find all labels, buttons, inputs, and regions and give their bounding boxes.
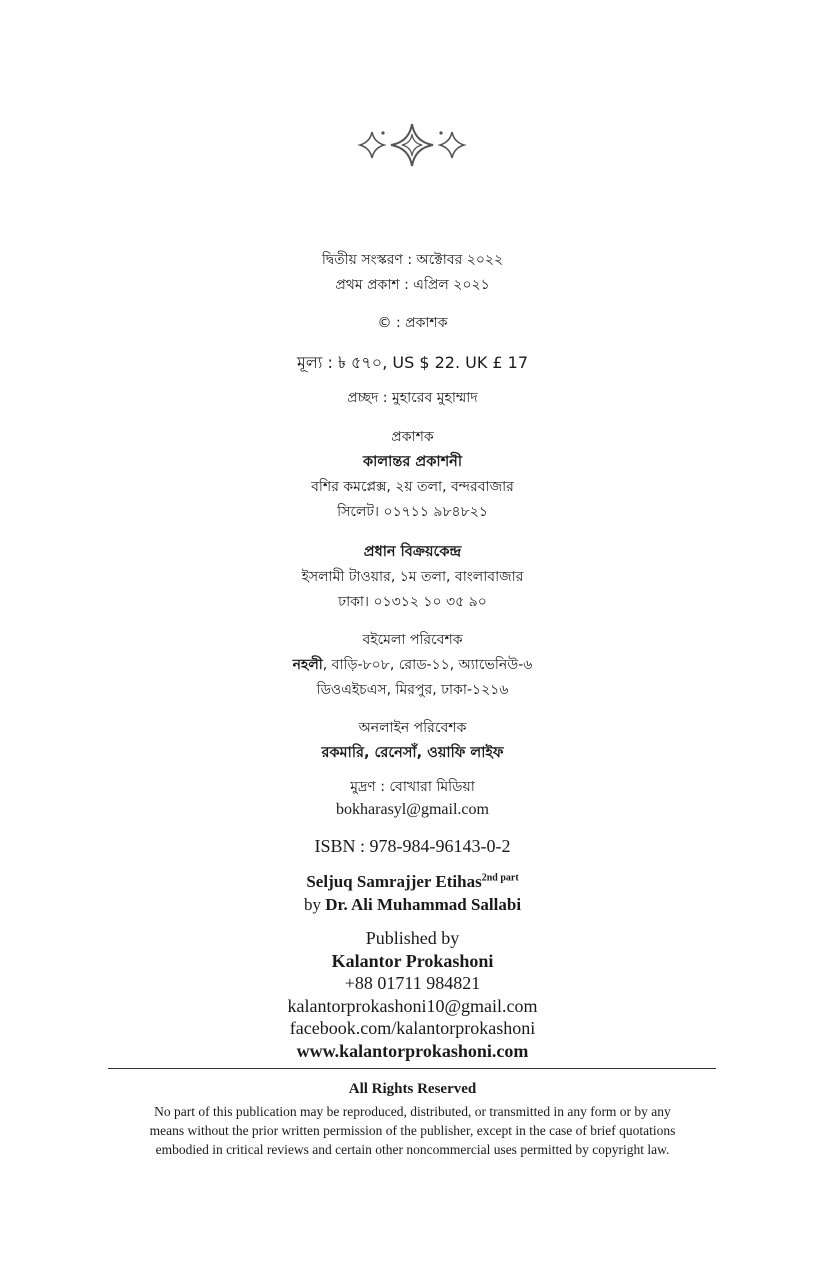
printing-block — [0, 776, 825, 822]
edition-info — [0, 248, 825, 298]
published-by-label: Published by — [365, 928, 460, 948]
book-info — [0, 870, 825, 916]
first-edition: প্রথম প্রকাশ : এপ্রিল ২০২১ — [335, 277, 490, 293]
published-facebook: facebook.com/kalantorprokashoni — [289, 1018, 536, 1038]
isbn-line: ISBN : 978-984-96143-0-2 — [314, 836, 511, 856]
rights-text-line-1: No part of this publication may be reproduced, distributed, or transmitted in any form or by any — [154, 1104, 671, 1119]
online-distributor-names: রকমারি, রেনেসাঁ, ওয়াফি লাইফ — [321, 745, 504, 761]
publisher-address: বশির কমপ্লেক্স, ২য় তলা, বন্দরবাজার — [311, 479, 514, 495]
fair-distributor-heading: বইমেলা পরিবেশক — [362, 632, 463, 648]
fair-distributor-block — [0, 628, 825, 703]
fair-distributor-area: ডিওএইচএস, মিরপুর, ঢাকা-১২১৬ — [316, 682, 509, 698]
published-website: www.kalantorprokashoni.com — [296, 1040, 529, 1061]
rights-text-line-2: means without the prior written permission of the publisher, except in the case of brief quotations — [149, 1123, 676, 1138]
publisher-heading: প্রকাশক — [391, 429, 434, 445]
publisher-name: কালান্তর প্রকাশনী — [363, 454, 462, 470]
printing-email: bokharasyl@gmail.com — [336, 801, 489, 818]
book-part: 2nd part — [481, 872, 519, 884]
publisher-bn-block — [0, 425, 825, 525]
rights-block — [100, 1079, 725, 1159]
fair-distributor-name: নহলী — [292, 657, 323, 673]
sales-center-block — [0, 540, 825, 615]
rights-heading: All Rights Reserved — [348, 1081, 477, 1097]
sales-center-heading: প্রধান বিক্রয়কেন্দ্র — [363, 544, 462, 560]
fair-distributor-address: , বাড়ি-৮০৮, রোড-১১, অ্যাভেনিউ-৬ — [322, 657, 533, 673]
published-by-block — [0, 927, 825, 1062]
price-line: মূল্য : ৳ ৫৭০, US $ 22. UK £ 17 — [296, 353, 529, 372]
cover-design-credit: প্রচ্ছদ : মুহারেব মুহাম্মাদ — [347, 390, 478, 406]
copyright-line: © : প্রকাশক — [377, 315, 448, 331]
book-title-line — [0, 870, 825, 893]
second-edition: দ্বিতীয় সংস্করণ : অক্টোবর ২০২২ — [321, 252, 504, 268]
online-distributor-heading: অনলাইন পরিবেশক — [358, 720, 467, 736]
online-distributor-block — [0, 716, 825, 766]
sales-center-address: ইসলামী টাওয়ার, ১ম তলা, বাংলাবাজার — [301, 569, 524, 585]
book-author-line — [0, 893, 825, 916]
divider-line — [108, 1068, 716, 1069]
publisher-city-phone: সিলেট। ০১৭১১ ৯৮৪৮২১ — [337, 504, 488, 520]
book-author: Dr. Ali Muhammad Sallabi — [325, 895, 522, 914]
rights-text-line-3: embodied in critical reviews and certain other noncommercial uses permitted by copyright law. — [155, 1142, 670, 1157]
published-email: kalantorprokashoni10@gmail.com — [287, 995, 538, 1016]
by-label: by — [303, 895, 321, 914]
published-phone: +88 01711 984821 — [344, 973, 481, 993]
fair-distributor-line — [0, 653, 825, 678]
sales-center-city-phone: ঢাকা। ০১৩১২ ১০ ৩৫ ৯০ — [338, 594, 487, 610]
four-point-star-ornament-icon — [357, 120, 467, 170]
book-title: Seljuq Samrajjer Etihas — [306, 872, 482, 891]
printing-label: মুদ্রণ : বোখারা মিডিয়া — [350, 779, 475, 795]
published-by-name: Kalantor Prokashoni — [331, 950, 494, 971]
